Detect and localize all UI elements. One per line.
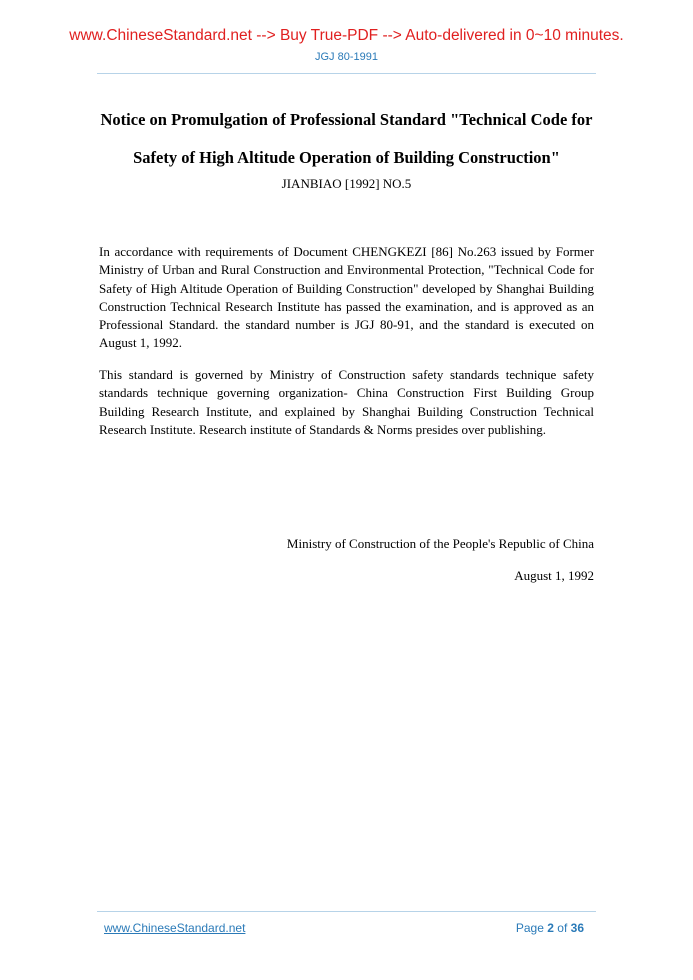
signature-date: August 1, 1992 — [514, 568, 594, 583]
page-total: 36 — [570, 921, 584, 935]
header-divider — [97, 73, 596, 74]
footer-site-link[interactable]: www.ChineseStandard.net — [104, 921, 246, 935]
body-paragraph-1: In accordance with requirements of Document CHENGKEZI [86] No.263 issued by Former Ministry of Urban and Rural Construction and Environmental Protection, "Technical Code for Safety of High Altitude Operation of Building Construction" developed by Shanghai Building Construction Technical Research Institute has passed the examination, and is approved as an Professional Standard. the standard number is JGJ 80-91, and the standard is executed on August 1, 1992. — [99, 244, 594, 351]
signature-organization: Ministry of Construction of the People's Republic of China — [286, 536, 594, 551]
footer-divider — [97, 911, 596, 912]
title-line-2: Safety of High Altitude Operation of Building Construction" — [133, 148, 560, 167]
page-label: Page — [515, 921, 544, 935]
body-paragraph-2: This standard is governed by Ministry of Construction safety standards technique safety standards technique governing organization- China Construction First Building Group Building Research Institute, and explained by Shanghai Building Construction Technical Research Institute. Research institute of Standards & Norms presides over publishing. — [99, 367, 594, 437]
standard-code: JGJ 80-1991 — [315, 51, 378, 63]
page-of: of — [557, 921, 568, 935]
promo-banner[interactable] — [0, 27, 693, 45]
document-title — [97, 101, 596, 177]
promo-banner-link[interactable]: www.ChineseStandard.net --> Buy True-PDF --> Auto-delivered in 0~10 minutes. — [69, 27, 624, 44]
title-line-1: Notice on Promulgation of Professional Standard "Technical Code for — [100, 110, 593, 129]
page-current: 2 — [547, 921, 554, 935]
page-indicator — [516, 921, 584, 935]
document-number: JIANBIAO [1992] NO.5 — [281, 176, 412, 191]
